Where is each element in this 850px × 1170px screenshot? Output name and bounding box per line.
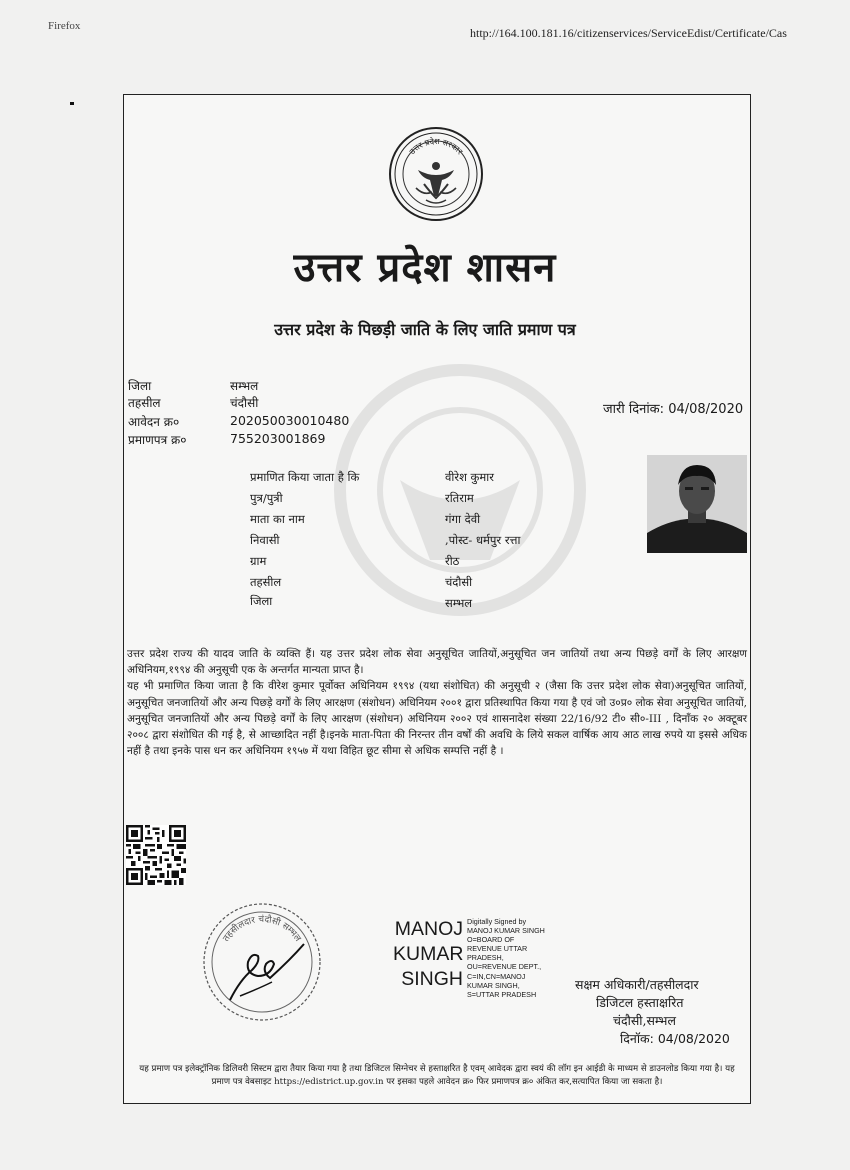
detail-label-child-of: पुत्र/पुत्री — [250, 491, 283, 505]
authority-signature-block — [575, 976, 730, 1048]
scan-speck — [70, 102, 74, 105]
detail-label-mother: माता का नाम — [250, 512, 305, 526]
detail-label-district: जिला — [250, 594, 273, 608]
signer-name-line: SINGH — [401, 968, 463, 990]
footer-verification-note: यह प्रमाण पत्र इलेक्ट्रॉनिक डिलिवरी सिस्टम द्वारा तैयार किया गया है तथा डिजिटल सिग्नेचर से हस्ताक्षरित है एवम् आवेदक द्वारा स्वयं की लॉग इन आईडी के माध्यम से डाउनलोड किया गया है। यह प्रमाण पत्र वेबसाइट https://edistrict.up.gov.in पर इसका पहले आवेदन क्र० फिर प्रमाणपत्र क्र० अंकित कर,सत्यापित किया जा सकता है। — [139, 1064, 735, 1087]
digital-signature-details — [467, 917, 567, 999]
dsig-line: MANOJ KUMAR SINGH — [467, 926, 545, 936]
detail-label-village: ग्राम — [250, 554, 267, 568]
detail-value-village: रीठ — [445, 554, 460, 568]
meta-label-application-no: आवेदन क्र० — [128, 415, 180, 429]
detail-value-tehsil: चंदौसी — [445, 575, 473, 589]
meta-value-application-no: 202050030010480 — [230, 413, 350, 428]
authority-title: सक्षम अधिकारी/तहसीलदार — [575, 977, 699, 992]
dsig-line: O=BOARD OF — [467, 935, 515, 945]
authority-date: दिनॉक: 04/08/2020 — [620, 1031, 730, 1046]
emblem-text: उत्तर प्रदेश सरकार — [407, 136, 465, 157]
signer-name-line: MANOJ — [394, 918, 463, 940]
dsig-line: PRADESH, — [467, 953, 504, 963]
issue-date — [603, 399, 743, 417]
detail-label-certified: प्रमाणित किया जाता है कि — [250, 470, 360, 484]
dsig-line: REVENUE UTTAR — [467, 944, 528, 954]
meta-value-tehsil: चंदौसी — [230, 396, 259, 410]
dsig-line: C=IN,CN=MANOJ — [467, 971, 526, 981]
digital-signer-name — [393, 917, 463, 992]
detail-value-district: सम्भल — [445, 596, 473, 610]
applicant-photo — [647, 455, 747, 553]
meta-label-certificate-no: प्रमाणपत्र क्र० — [128, 433, 187, 447]
detail-value-mother: गंगा देवी — [445, 512, 481, 526]
dsig-line: KUMAR SINGH, — [467, 980, 520, 990]
authority-location: चंदौसी,सम्भल — [613, 1013, 676, 1028]
body-paragraph-1: उत्तर प्रदेश राज्य की यादव जाति के व्यक्ति हैं। यह उत्तर प्रदेश लोक सेवा अनुसूचित जातियों,अनुसूचित जन जातियों तथा अन्य पिछड़े वर्गों के लिए आरक्षण अधिनियम,१९९४ की अनुसूची एक के अन्तर्गत मान्यता प्राप्त है। — [127, 648, 747, 677]
meta-label-tehsil: तहसील — [128, 396, 161, 410]
certificate-body — [127, 646, 747, 759]
meta-value-district: सम्भल — [230, 379, 259, 393]
page-title: उत्तर प्रदेश शासन — [293, 244, 557, 291]
dsig-line: S=UTTAR PRADESH — [467, 989, 537, 999]
signer-name-line: KUMAR — [393, 943, 464, 965]
dsig-line: OU=REVENUE DEPT., — [467, 962, 542, 972]
authority-digitally-signed: डिजिटल हस्ताक्षरित — [596, 995, 684, 1010]
dsig-line: Digitally Signed by — [467, 917, 527, 926]
up-government-emblem-icon — [388, 126, 484, 222]
detail-label-resident: निवासी — [250, 533, 280, 547]
certificate-subtitle: उत्तर प्रदेश के पिछड़ी जाति के लिए जाति प्रमाण पत्र — [274, 320, 576, 339]
issue-date-label: जारी दिनांक: — [603, 402, 665, 417]
issue-date-value: 04/08/2020 — [668, 402, 744, 417]
meta-value-certificate-no: 755203001869 — [230, 431, 326, 446]
detail-value-name: वीरेश कुमार — [445, 470, 494, 484]
browser-app-name: Firefox — [48, 20, 81, 32]
meta-label-district: जिला — [128, 379, 152, 393]
browser-url-text[interactable]: http://164.100.181.16/citizenservices/ServiceEdist/Certificate/Cas — [470, 26, 787, 40]
detail-label-tehsil: तहसील — [250, 575, 282, 589]
detail-value-resident: ,पोस्ट- धर्मपुर रत्ता — [445, 533, 521, 547]
qr-code[interactable] — [126, 825, 186, 885]
seal-text: तहसीलदार चंदौसी सम्भल — [221, 914, 303, 944]
detail-value-father: रतिराम — [445, 491, 474, 505]
svg-text:तहसीलदार चंदौसी सम्भल — [222, 913, 303, 944]
body-paragraph-2: यह भी प्रमाणित किया जाता है कि वीरेश कुमार पूर्वोक्त अधिनियम १९९४ (यथा संशोधित) की अनुसूची २ (जैसा कि उत्तर प्रदेश लोक सेवा)अनुसूचित जातियों, अनुसूचित जनजातियों और अन्य पिछड़े वर्गों के लिए आरक्षण (संशोधन) अधिनियम २००१ द्वारा प्रतिस्थापित किया गया है एवं जो उ०प्र० लोक सेवा अनुसूचित जातियों, अनुसूचित जनजातियों और अन्य पिछड़े वर्गों के लिए आरक्षण (संशोधन) अधिनियम २००२ एवं शासनादेश संख्या 22/16/92 टी० सी०-III , दिनाँक २० अक्टूबर २००८ द्वारा संशोधित की गई है, से आच्छादित नहीं है।इनके माता-पिता की निरन्तर तीन वर्षों की अवधि के लिये सकल वार्षिक आय आठ लाख रुपये या इससे अधिक नहीं है तथा इनके पास धन कर अधिनियम १९५७ में यथा विहित छूट सीमा से अधिक सम्पत्ति नहीं है । — [127, 680, 747, 758]
tehsildar-seal-stamp — [200, 900, 325, 1025]
